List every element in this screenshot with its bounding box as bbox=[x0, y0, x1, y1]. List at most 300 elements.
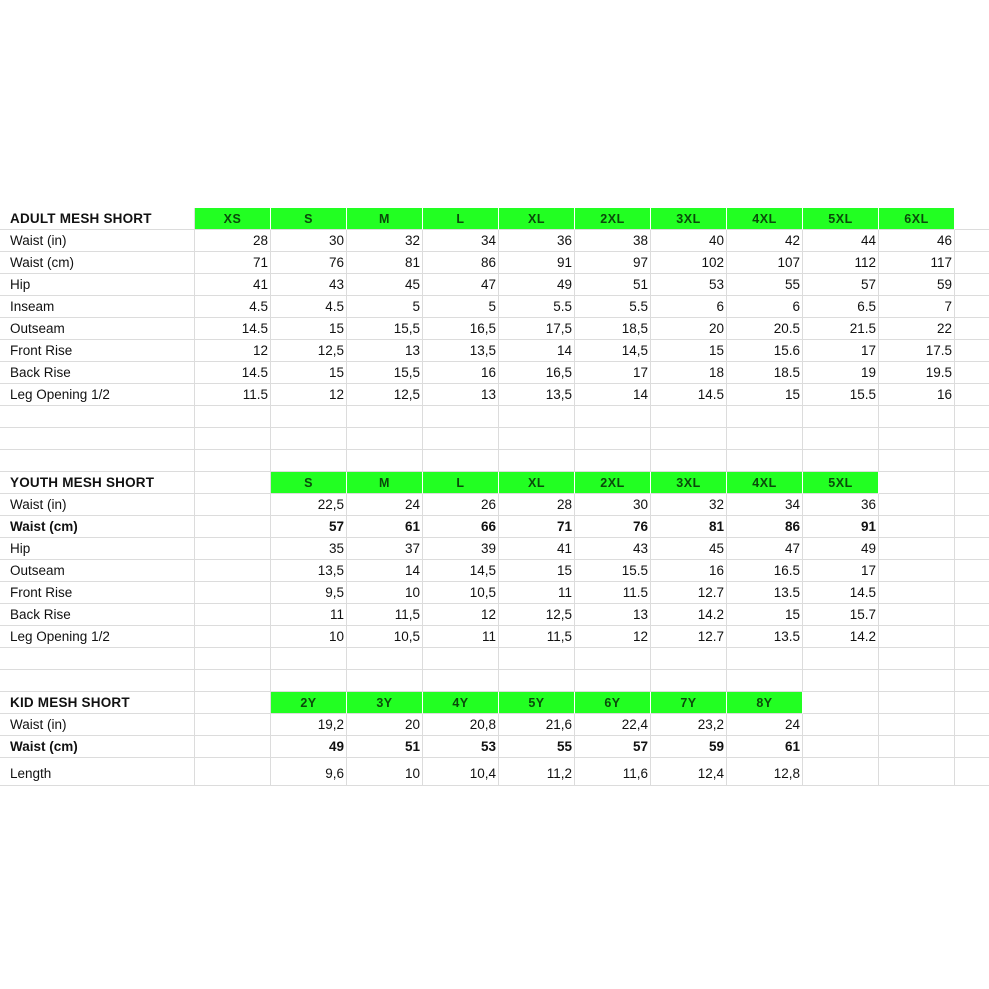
value-cell: 107 bbox=[727, 252, 803, 274]
value-cell: 20 bbox=[651, 318, 727, 340]
value-cell: 10,5 bbox=[347, 626, 423, 648]
value-cell: 97 bbox=[575, 252, 651, 274]
empty-cell bbox=[955, 516, 989, 538]
size-header-cell: 8Y bbox=[727, 692, 803, 714]
size-header-cell: 3XL bbox=[651, 472, 727, 494]
value-cell: 10 bbox=[347, 758, 423, 786]
value-cell: 6.5 bbox=[803, 296, 879, 318]
value-cell: 15 bbox=[271, 362, 347, 384]
value-cell: 15.5 bbox=[575, 560, 651, 582]
empty-cell bbox=[347, 670, 423, 692]
empty-cell bbox=[575, 648, 651, 670]
size-header-cell: S bbox=[271, 472, 347, 494]
value-cell: 11 bbox=[499, 582, 575, 604]
empty-cell bbox=[879, 604, 955, 626]
value-cell: 86 bbox=[423, 252, 499, 274]
size-header-cell: 5XL bbox=[803, 472, 879, 494]
empty-cell bbox=[347, 428, 423, 450]
empty-cell bbox=[879, 714, 955, 736]
empty-cell bbox=[955, 670, 989, 692]
table-title: ADULT MESH SHORT bbox=[0, 208, 195, 230]
size-header-cell: S bbox=[271, 208, 347, 230]
empty-cell bbox=[271, 406, 347, 428]
empty-cell bbox=[195, 538, 271, 560]
value-cell: 7 bbox=[879, 296, 955, 318]
value-cell: 5 bbox=[423, 296, 499, 318]
empty-cell bbox=[803, 736, 879, 758]
table-row bbox=[0, 582, 989, 604]
value-cell: 61 bbox=[347, 516, 423, 538]
value-cell: 11.5 bbox=[575, 582, 651, 604]
value-cell: 14 bbox=[499, 340, 575, 362]
empty-cell bbox=[727, 406, 803, 428]
empty-cell bbox=[423, 406, 499, 428]
empty-cell bbox=[499, 450, 575, 472]
empty-cell bbox=[0, 648, 195, 670]
empty-cell bbox=[955, 648, 989, 670]
value-cell: 16.5 bbox=[727, 560, 803, 582]
table-title: YOUTH MESH SHORT bbox=[0, 472, 195, 494]
row-label: Waist (in) bbox=[0, 494, 195, 516]
empty-cell bbox=[195, 626, 271, 648]
row-label: Hip bbox=[0, 274, 195, 296]
size-header-cell: M bbox=[347, 472, 423, 494]
value-cell: 17 bbox=[575, 362, 651, 384]
empty-cell bbox=[879, 626, 955, 648]
value-cell: 17.5 bbox=[879, 340, 955, 362]
size-header-cell: 2XL bbox=[575, 208, 651, 230]
blank-row bbox=[0, 670, 989, 692]
value-cell: 14.2 bbox=[803, 626, 879, 648]
value-cell: 10 bbox=[347, 582, 423, 604]
empty-cell bbox=[651, 648, 727, 670]
value-cell: 11.5 bbox=[195, 384, 271, 406]
empty-cell bbox=[955, 362, 989, 384]
value-cell: 9,6 bbox=[271, 758, 347, 786]
value-cell: 57 bbox=[803, 274, 879, 296]
blank-row bbox=[0, 428, 989, 450]
value-cell: 47 bbox=[727, 538, 803, 560]
value-cell: 11,5 bbox=[499, 626, 575, 648]
value-cell: 91 bbox=[499, 252, 575, 274]
empty-cell bbox=[575, 428, 651, 450]
empty-cell bbox=[879, 516, 955, 538]
value-cell: 16,5 bbox=[423, 318, 499, 340]
empty-cell bbox=[651, 428, 727, 450]
empty-cell bbox=[499, 406, 575, 428]
empty-cell bbox=[879, 494, 955, 516]
empty-cell bbox=[879, 472, 955, 494]
value-cell: 15 bbox=[727, 604, 803, 626]
value-cell: 18 bbox=[651, 362, 727, 384]
empty-cell bbox=[575, 450, 651, 472]
empty-cell bbox=[651, 450, 727, 472]
blank-row bbox=[0, 450, 989, 472]
row-label: Front Rise bbox=[0, 582, 195, 604]
value-cell: 11,5 bbox=[347, 604, 423, 626]
value-cell: 15,5 bbox=[347, 362, 423, 384]
empty-cell bbox=[879, 736, 955, 758]
empty-cell bbox=[195, 692, 271, 714]
value-cell: 117 bbox=[879, 252, 955, 274]
value-cell: 14 bbox=[347, 560, 423, 582]
table-title: KID MESH SHORT bbox=[0, 692, 195, 714]
empty-cell bbox=[955, 692, 989, 714]
value-cell: 20 bbox=[347, 714, 423, 736]
value-cell: 12 bbox=[195, 340, 271, 362]
table-header-row bbox=[0, 692, 989, 714]
size-header-cell: XS bbox=[195, 208, 271, 230]
value-cell: 32 bbox=[651, 494, 727, 516]
empty-cell bbox=[955, 582, 989, 604]
value-cell: 35 bbox=[271, 538, 347, 560]
value-cell: 11 bbox=[423, 626, 499, 648]
empty-cell bbox=[195, 450, 271, 472]
value-cell: 66 bbox=[423, 516, 499, 538]
value-cell: 12,8 bbox=[727, 758, 803, 786]
value-cell: 19 bbox=[803, 362, 879, 384]
empty-cell bbox=[803, 406, 879, 428]
table-row bbox=[0, 714, 989, 736]
value-cell: 6 bbox=[727, 296, 803, 318]
empty-cell bbox=[955, 384, 989, 406]
table-row bbox=[0, 560, 989, 582]
empty-cell bbox=[955, 560, 989, 582]
empty-cell bbox=[955, 714, 989, 736]
row-label: Waist (in) bbox=[0, 230, 195, 252]
row-label: Leg Opening 1/2 bbox=[0, 626, 195, 648]
empty-cell bbox=[195, 736, 271, 758]
size-header-cell: 2XL bbox=[575, 472, 651, 494]
empty-cell bbox=[727, 450, 803, 472]
table-row bbox=[0, 274, 989, 296]
empty-cell bbox=[271, 670, 347, 692]
value-cell: 15.7 bbox=[803, 604, 879, 626]
value-cell: 39 bbox=[423, 538, 499, 560]
value-cell: 43 bbox=[271, 274, 347, 296]
empty-cell bbox=[955, 450, 989, 472]
empty-cell bbox=[955, 494, 989, 516]
row-label: Back Rise bbox=[0, 604, 195, 626]
value-cell: 15 bbox=[727, 384, 803, 406]
value-cell: 12 bbox=[271, 384, 347, 406]
value-cell: 102 bbox=[651, 252, 727, 274]
value-cell: 76 bbox=[575, 516, 651, 538]
empty-cell bbox=[803, 648, 879, 670]
empty-cell bbox=[651, 670, 727, 692]
value-cell: 14 bbox=[575, 384, 651, 406]
value-cell: 13 bbox=[423, 384, 499, 406]
value-cell: 12,4 bbox=[651, 758, 727, 786]
empty-cell bbox=[423, 670, 499, 692]
empty-cell bbox=[727, 648, 803, 670]
value-cell: 41 bbox=[195, 274, 271, 296]
size-header-cell: 4XL bbox=[727, 472, 803, 494]
size-header-cell: 6XL bbox=[879, 208, 955, 230]
empty-cell bbox=[955, 758, 989, 786]
value-cell: 61 bbox=[727, 736, 803, 758]
value-cell: 47 bbox=[423, 274, 499, 296]
value-cell: 13,5 bbox=[499, 384, 575, 406]
value-cell: 55 bbox=[499, 736, 575, 758]
value-cell: 5.5 bbox=[575, 296, 651, 318]
size-header-cell: 2Y bbox=[271, 692, 347, 714]
empty-cell bbox=[879, 692, 955, 714]
row-label: Waist (cm) bbox=[0, 252, 195, 274]
size-header-cell: 4XL bbox=[727, 208, 803, 230]
empty-cell bbox=[955, 406, 989, 428]
empty-cell bbox=[727, 428, 803, 450]
empty-cell bbox=[347, 450, 423, 472]
empty-cell bbox=[423, 450, 499, 472]
value-cell: 10,4 bbox=[423, 758, 499, 786]
table-row bbox=[0, 736, 989, 758]
value-cell: 14.2 bbox=[651, 604, 727, 626]
empty-cell bbox=[271, 450, 347, 472]
value-cell: 71 bbox=[499, 516, 575, 538]
row-label: Inseam bbox=[0, 296, 195, 318]
value-cell: 44 bbox=[803, 230, 879, 252]
empty-cell bbox=[955, 626, 989, 648]
value-cell: 34 bbox=[727, 494, 803, 516]
value-cell: 45 bbox=[347, 274, 423, 296]
value-cell: 11 bbox=[271, 604, 347, 626]
value-cell: 30 bbox=[575, 494, 651, 516]
row-label: Back Rise bbox=[0, 362, 195, 384]
value-cell: 20.5 bbox=[727, 318, 803, 340]
empty-cell bbox=[879, 538, 955, 560]
value-cell: 19,2 bbox=[271, 714, 347, 736]
row-label: Length bbox=[0, 758, 195, 786]
value-cell: 17 bbox=[803, 340, 879, 362]
value-cell: 14.5 bbox=[195, 318, 271, 340]
empty-cell bbox=[195, 714, 271, 736]
empty-cell bbox=[955, 428, 989, 450]
value-cell: 13 bbox=[347, 340, 423, 362]
size-header-cell: 7Y bbox=[651, 692, 727, 714]
value-cell: 15,5 bbox=[347, 318, 423, 340]
value-cell: 53 bbox=[651, 274, 727, 296]
size-header-cell: 4Y bbox=[423, 692, 499, 714]
empty-cell bbox=[347, 648, 423, 670]
row-label: Hip bbox=[0, 538, 195, 560]
value-cell: 14.5 bbox=[651, 384, 727, 406]
empty-cell bbox=[0, 670, 195, 692]
value-cell: 22 bbox=[879, 318, 955, 340]
size-header-cell: XL bbox=[499, 208, 575, 230]
empty-cell bbox=[195, 472, 271, 494]
value-cell: 13,5 bbox=[271, 560, 347, 582]
value-cell: 18,5 bbox=[575, 318, 651, 340]
value-cell: 49 bbox=[803, 538, 879, 560]
value-cell: 10 bbox=[271, 626, 347, 648]
value-cell: 9,5 bbox=[271, 582, 347, 604]
value-cell: 59 bbox=[879, 274, 955, 296]
value-cell: 37 bbox=[347, 538, 423, 560]
empty-cell bbox=[879, 670, 955, 692]
row-label: Waist (cm) bbox=[0, 736, 195, 758]
empty-cell bbox=[955, 736, 989, 758]
empty-cell bbox=[955, 340, 989, 362]
value-cell: 13 bbox=[575, 604, 651, 626]
value-cell: 17 bbox=[803, 560, 879, 582]
size-header-cell: 5XL bbox=[803, 208, 879, 230]
empty-cell bbox=[879, 406, 955, 428]
empty-cell bbox=[879, 758, 955, 786]
empty-cell bbox=[0, 428, 195, 450]
value-cell: 59 bbox=[651, 736, 727, 758]
empty-cell bbox=[195, 428, 271, 450]
value-cell: 40 bbox=[651, 230, 727, 252]
value-cell: 14,5 bbox=[423, 560, 499, 582]
empty-cell bbox=[955, 208, 989, 230]
value-cell: 51 bbox=[575, 274, 651, 296]
empty-cell bbox=[195, 758, 271, 786]
value-cell: 86 bbox=[727, 516, 803, 538]
value-cell: 12 bbox=[575, 626, 651, 648]
value-cell: 11,2 bbox=[499, 758, 575, 786]
empty-cell bbox=[955, 252, 989, 274]
value-cell: 13,5 bbox=[423, 340, 499, 362]
empty-cell bbox=[575, 406, 651, 428]
row-label: Outseam bbox=[0, 318, 195, 340]
value-cell: 28 bbox=[195, 230, 271, 252]
value-cell: 21.5 bbox=[803, 318, 879, 340]
empty-cell bbox=[0, 406, 195, 428]
empty-cell bbox=[347, 406, 423, 428]
size-header-cell: 5Y bbox=[499, 692, 575, 714]
empty-cell bbox=[651, 406, 727, 428]
size-header-cell: 6Y bbox=[575, 692, 651, 714]
value-cell: 14,5 bbox=[575, 340, 651, 362]
value-cell: 13.5 bbox=[727, 582, 803, 604]
table-row bbox=[0, 318, 989, 340]
value-cell: 16 bbox=[879, 384, 955, 406]
empty-cell bbox=[803, 758, 879, 786]
value-cell: 22,5 bbox=[271, 494, 347, 516]
table-row bbox=[0, 252, 989, 274]
empty-cell bbox=[0, 450, 195, 472]
value-cell: 19.5 bbox=[879, 362, 955, 384]
value-cell: 6 bbox=[651, 296, 727, 318]
empty-cell bbox=[271, 648, 347, 670]
value-cell: 16 bbox=[423, 362, 499, 384]
row-label: Outseam bbox=[0, 560, 195, 582]
empty-cell bbox=[575, 670, 651, 692]
value-cell: 21,6 bbox=[499, 714, 575, 736]
empty-cell bbox=[955, 318, 989, 340]
size-header-cell: M bbox=[347, 208, 423, 230]
blank-row bbox=[0, 648, 989, 670]
table-row bbox=[0, 516, 989, 538]
value-cell: 81 bbox=[347, 252, 423, 274]
table-row bbox=[0, 604, 989, 626]
value-cell: 36 bbox=[803, 494, 879, 516]
value-cell: 15.6 bbox=[727, 340, 803, 362]
value-cell: 43 bbox=[575, 538, 651, 560]
value-cell: 46 bbox=[879, 230, 955, 252]
value-cell: 28 bbox=[499, 494, 575, 516]
value-cell: 22,4 bbox=[575, 714, 651, 736]
empty-cell bbox=[879, 428, 955, 450]
value-cell: 13.5 bbox=[727, 626, 803, 648]
value-cell: 71 bbox=[195, 252, 271, 274]
empty-cell bbox=[955, 274, 989, 296]
table-header-row bbox=[0, 208, 989, 230]
value-cell: 32 bbox=[347, 230, 423, 252]
empty-cell bbox=[499, 648, 575, 670]
value-cell: 91 bbox=[803, 516, 879, 538]
value-cell: 11,6 bbox=[575, 758, 651, 786]
value-cell: 15.5 bbox=[803, 384, 879, 406]
row-label: Front Rise bbox=[0, 340, 195, 362]
value-cell: 12,5 bbox=[347, 384, 423, 406]
table-row bbox=[0, 340, 989, 362]
value-cell: 12.7 bbox=[651, 626, 727, 648]
empty-cell bbox=[955, 296, 989, 318]
value-cell: 12,5 bbox=[499, 604, 575, 626]
empty-cell bbox=[195, 648, 271, 670]
value-cell: 112 bbox=[803, 252, 879, 274]
value-cell: 76 bbox=[271, 252, 347, 274]
value-cell: 38 bbox=[575, 230, 651, 252]
empty-cell bbox=[499, 670, 575, 692]
value-cell: 55 bbox=[727, 274, 803, 296]
table-row bbox=[0, 494, 989, 516]
value-cell: 15 bbox=[271, 318, 347, 340]
table-row bbox=[0, 626, 989, 648]
empty-cell bbox=[879, 450, 955, 472]
row-label: Leg Opening 1/2 bbox=[0, 384, 195, 406]
value-cell: 4.5 bbox=[271, 296, 347, 318]
value-cell: 49 bbox=[499, 274, 575, 296]
value-cell: 15 bbox=[651, 340, 727, 362]
empty-cell bbox=[195, 670, 271, 692]
table-row bbox=[0, 230, 989, 252]
value-cell: 81 bbox=[651, 516, 727, 538]
value-cell: 5 bbox=[347, 296, 423, 318]
empty-cell bbox=[955, 472, 989, 494]
value-cell: 45 bbox=[651, 538, 727, 560]
value-cell: 14.5 bbox=[195, 362, 271, 384]
value-cell: 12.7 bbox=[651, 582, 727, 604]
size-header-cell: 3Y bbox=[347, 692, 423, 714]
value-cell: 53 bbox=[423, 736, 499, 758]
value-cell: 30 bbox=[271, 230, 347, 252]
value-cell: 57 bbox=[575, 736, 651, 758]
value-cell: 12,5 bbox=[271, 340, 347, 362]
empty-cell bbox=[955, 230, 989, 252]
value-cell: 15 bbox=[499, 560, 575, 582]
value-cell: 16,5 bbox=[499, 362, 575, 384]
size-header-cell: L bbox=[423, 472, 499, 494]
table-row bbox=[0, 758, 989, 786]
size-header-cell: L bbox=[423, 208, 499, 230]
value-cell: 26 bbox=[423, 494, 499, 516]
value-cell: 12 bbox=[423, 604, 499, 626]
size-chart-sheet bbox=[0, 208, 989, 788]
empty-cell bbox=[803, 450, 879, 472]
empty-cell bbox=[727, 670, 803, 692]
empty-cell bbox=[879, 582, 955, 604]
value-cell: 36 bbox=[499, 230, 575, 252]
empty-cell bbox=[803, 714, 879, 736]
value-cell: 49 bbox=[271, 736, 347, 758]
empty-cell bbox=[803, 670, 879, 692]
empty-cell bbox=[955, 538, 989, 560]
empty-cell bbox=[195, 406, 271, 428]
empty-cell bbox=[195, 516, 271, 538]
